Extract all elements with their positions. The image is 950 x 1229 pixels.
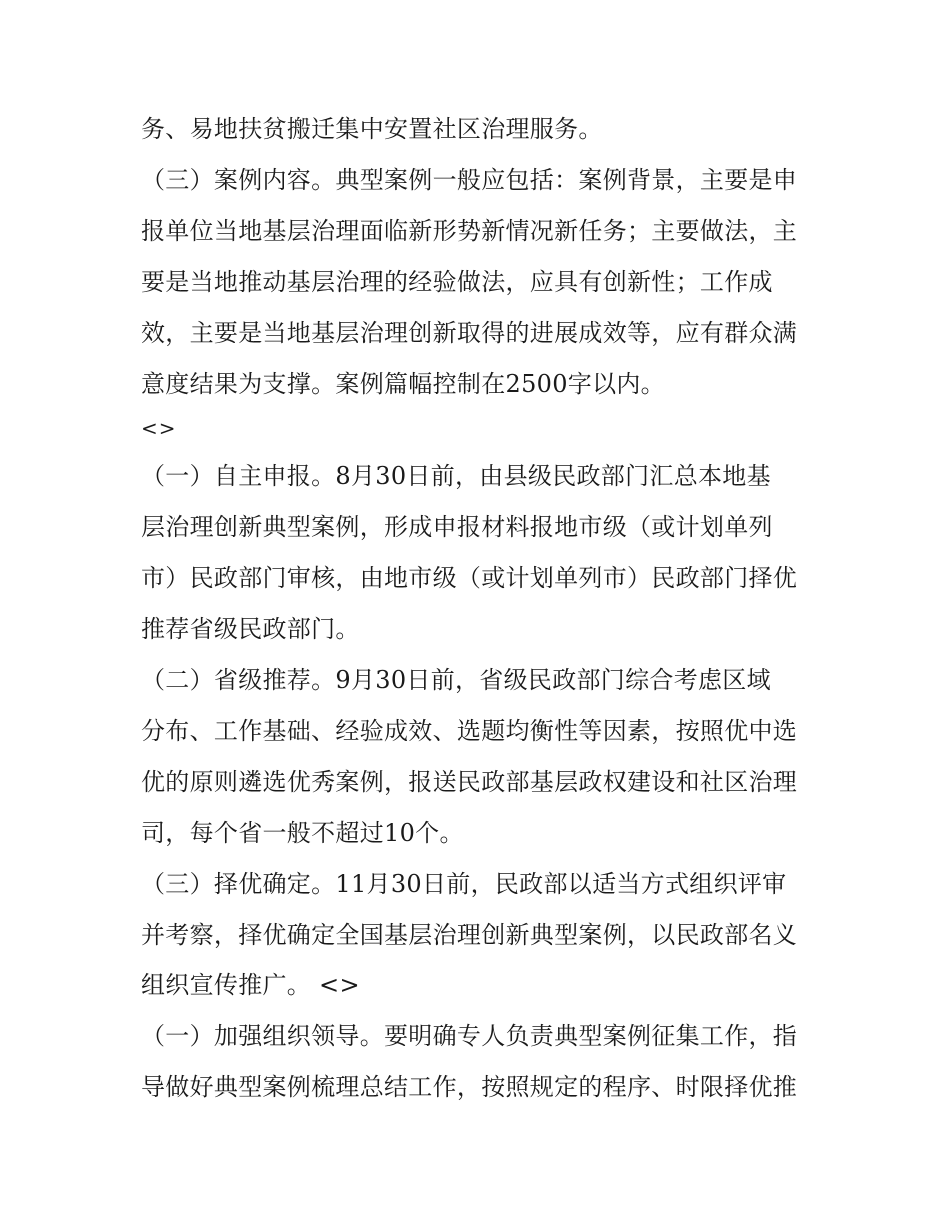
text-line: 务、易地扶贫搬迁集中安置社区治理服务。	[141, 115, 603, 143]
text-line: 层治理创新典型案例，形成申报材料报地市级（或计划单列	[141, 513, 773, 541]
text-line: （三）择优确定。11月30日前，民政部以适当方式组织评审	[141, 870, 787, 898]
text-line: 导做好典型案例梳理总结工作，按照规定的程序、时限择优推	[141, 1073, 798, 1101]
text-line: （二）省级推荐。9月30日前，省级民政部门综合考虑区域	[141, 666, 771, 694]
text-line: （一）自主申报。8月30日前，由县级民政部门汇总本地基	[141, 462, 771, 490]
text-line: 并考察，择优确定全国基层治理创新典型案例，以民政部名义	[141, 921, 798, 949]
text-line: 推荐省级民政部门。	[141, 615, 360, 643]
text-line: （一）加强组织领导。要明确专人负责典型案例征集工作，指	[141, 1022, 798, 1050]
text-line: 效，主要是当地基层治理创新取得的进展成效等，应有群众满	[141, 319, 798, 347]
text-line: 市）民政部门审核，由地市级（或计划单列市）民政部门择优	[141, 564, 798, 592]
text-line: （三）案例内容。典型案例一般应包括：案例背景，主要是申	[141, 166, 798, 194]
text-line: 报单位当地基层治理面临新形势新情况新任务；主要做法，主	[141, 217, 798, 245]
text-line: 组织宣传推广。 <>	[141, 971, 360, 999]
text-line: 意度结果为支撑。案例篇幅控制在2500字以内。	[141, 370, 665, 398]
text-line: 要是当地推动基层治理的经验做法，应具有创新性；工作成	[141, 268, 773, 296]
text-line: 分布、工作基础、经验成效、选题均衡性等因素，按照优中选	[141, 717, 798, 745]
text-line: 司，每个省一般不超过10个。	[141, 819, 464, 847]
placeholder-marker: <>	[141, 416, 177, 440]
text-line: 优的原则遴选优秀案例，报送民政部基层政权建设和社区治理	[141, 768, 798, 796]
